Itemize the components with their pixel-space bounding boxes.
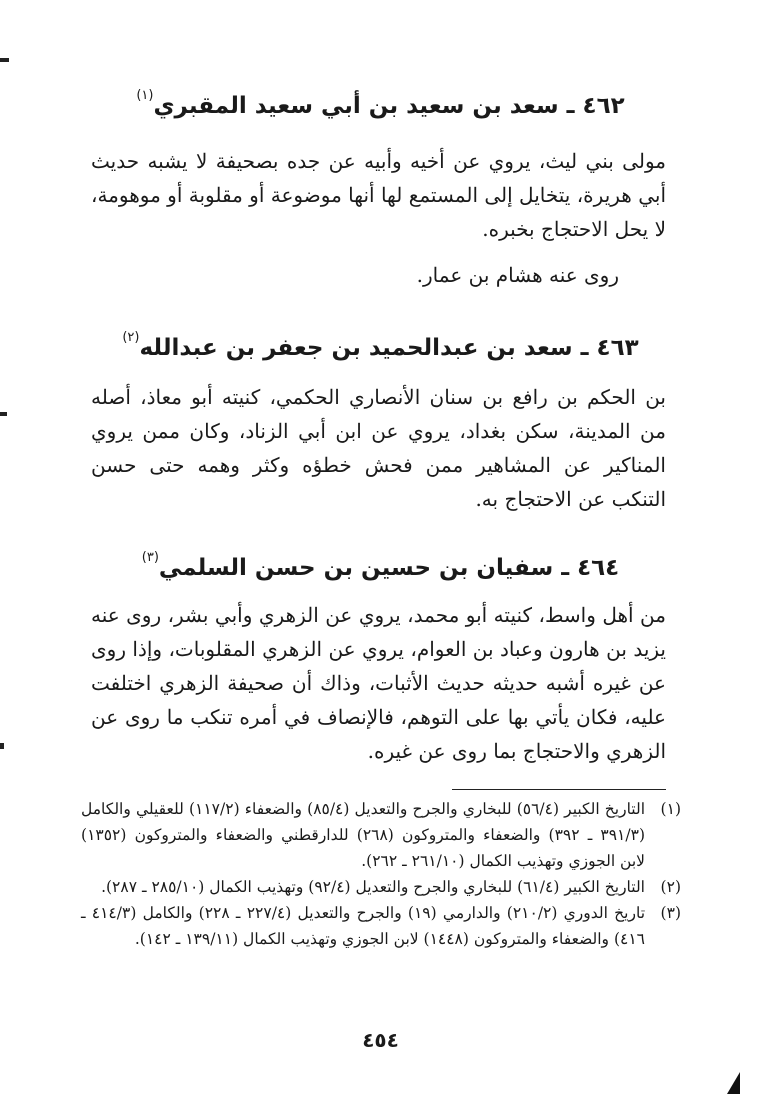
footnote-ref: (٣) (141, 550, 159, 565)
footnote (81, 900, 681, 952)
scan-margin-mark (0, 743, 4, 749)
scan-margin-mark (0, 58, 9, 62)
footnotes (81, 796, 681, 952)
entry-paragraph: من أهل واسط، كنيته أبو محمد، يروي عن الزهري وأبي بشر، روى عنه يزيد بن هارون وعباد بن العوام، يروي عن الزهري المقلوبات، وإذا روى عن غيره أشبه حديثه حديث الأثبات، وذاك أن صحيفة الزهري اختلفت عليه، فكان يأتي بها على التوهم، فالإنصاف في أمره تنكب ما روى عن الزهري والاحتجاج بما روى عن غيره. (91, 603, 666, 763)
footnote (81, 874, 681, 900)
footnote-text: تاريخ الدوري (٢١٠/٢) والدارمي (١٩) والجرح والتعديل (٢٢٧/٤ ـ ٢٢٨) والكامل (٤١٤/٣ ـ ٤١٦) والضعفاء والمتروكون (١٤٤٨) لابن الجوزي وتهذيب الكمال (١٣٩/١١ ـ ١٤٢). (81, 904, 646, 948)
entry-paragraph: مولى بني ليث، يروي عن أخيه وأبيه عن جده بصحيفة لا يشبه حديث أبي هريرة، يتخايل إلى المستمع لها أنها موضوعة أو مقلوبة أو موهومة، لا يحل الاحتجاج بخبره. (91, 149, 666, 241)
entry-title-463 (0, 330, 761, 361)
footnote-number: (٣) (660, 904, 681, 922)
footnote-ref: (٢) (122, 330, 140, 345)
entry-title-text: ٤٦٢ ـ سعد بن سعيد بن أبي سعيد المقبري (153, 93, 625, 119)
entry-title-text: ٤٦٣ ـ سعد بن عبدالحميد بن جعفر بن عبدالله (139, 335, 639, 361)
entry-title-text: ٤٦٤ ـ سفيان بن حسين بن حسن السلمي (158, 555, 620, 581)
entry-title-462 (0, 88, 761, 119)
footnote (81, 796, 681, 874)
entry-title-464 (0, 550, 761, 581)
footnote-text: التاريخ الكبير (٥٦/٤) للبخاري والجرح والتعديل (٨٥/٤) والضعفاء (١١٧/٢) للعقيلي والكامل (٣٩١/٣ ـ ٣٩٢) والضعفاء والمتروكون (٢٦٨) للدارقطني والضعفاء والمتروكون (١٣٥٢) لابن الجوزي وتهذيب الكمال (٢٦١/١٠ ـ ٢٦٢). (81, 800, 645, 870)
footnote-separator (452, 789, 666, 790)
entry-paragraph: بن الحكم بن رافع بن سنان الأنصاري الحكمي، كنيته أبو معاذ، أصله من المدينة، سكن بغداد، يروي عن ابن أبي الزناد، وكان ممن يروي المناكير عن المشاهير ممن فحش خطؤه وكثر وهمه حتى حسن التنكب عن الاحتجاج به. (91, 385, 666, 511)
entry-paragraph: روى عنه هشام بن عمار. (416, 263, 619, 287)
footnote-number: (٢) (660, 878, 681, 896)
footnote-ref: (١) (136, 88, 154, 103)
page-number: ٤٥٤ (362, 1028, 399, 1052)
scan-margin-mark (0, 412, 7, 416)
corner-triangle-mark (727, 1072, 741, 1094)
footnote-number: (١) (660, 800, 681, 818)
footnote-text: التاريخ الكبير (٦١/٤) للبخاري والجرح والتعديل (٩٢/٤) وتهذيب الكمال (٢٨٥/١٠ ـ ٢٨٧). (101, 878, 645, 896)
